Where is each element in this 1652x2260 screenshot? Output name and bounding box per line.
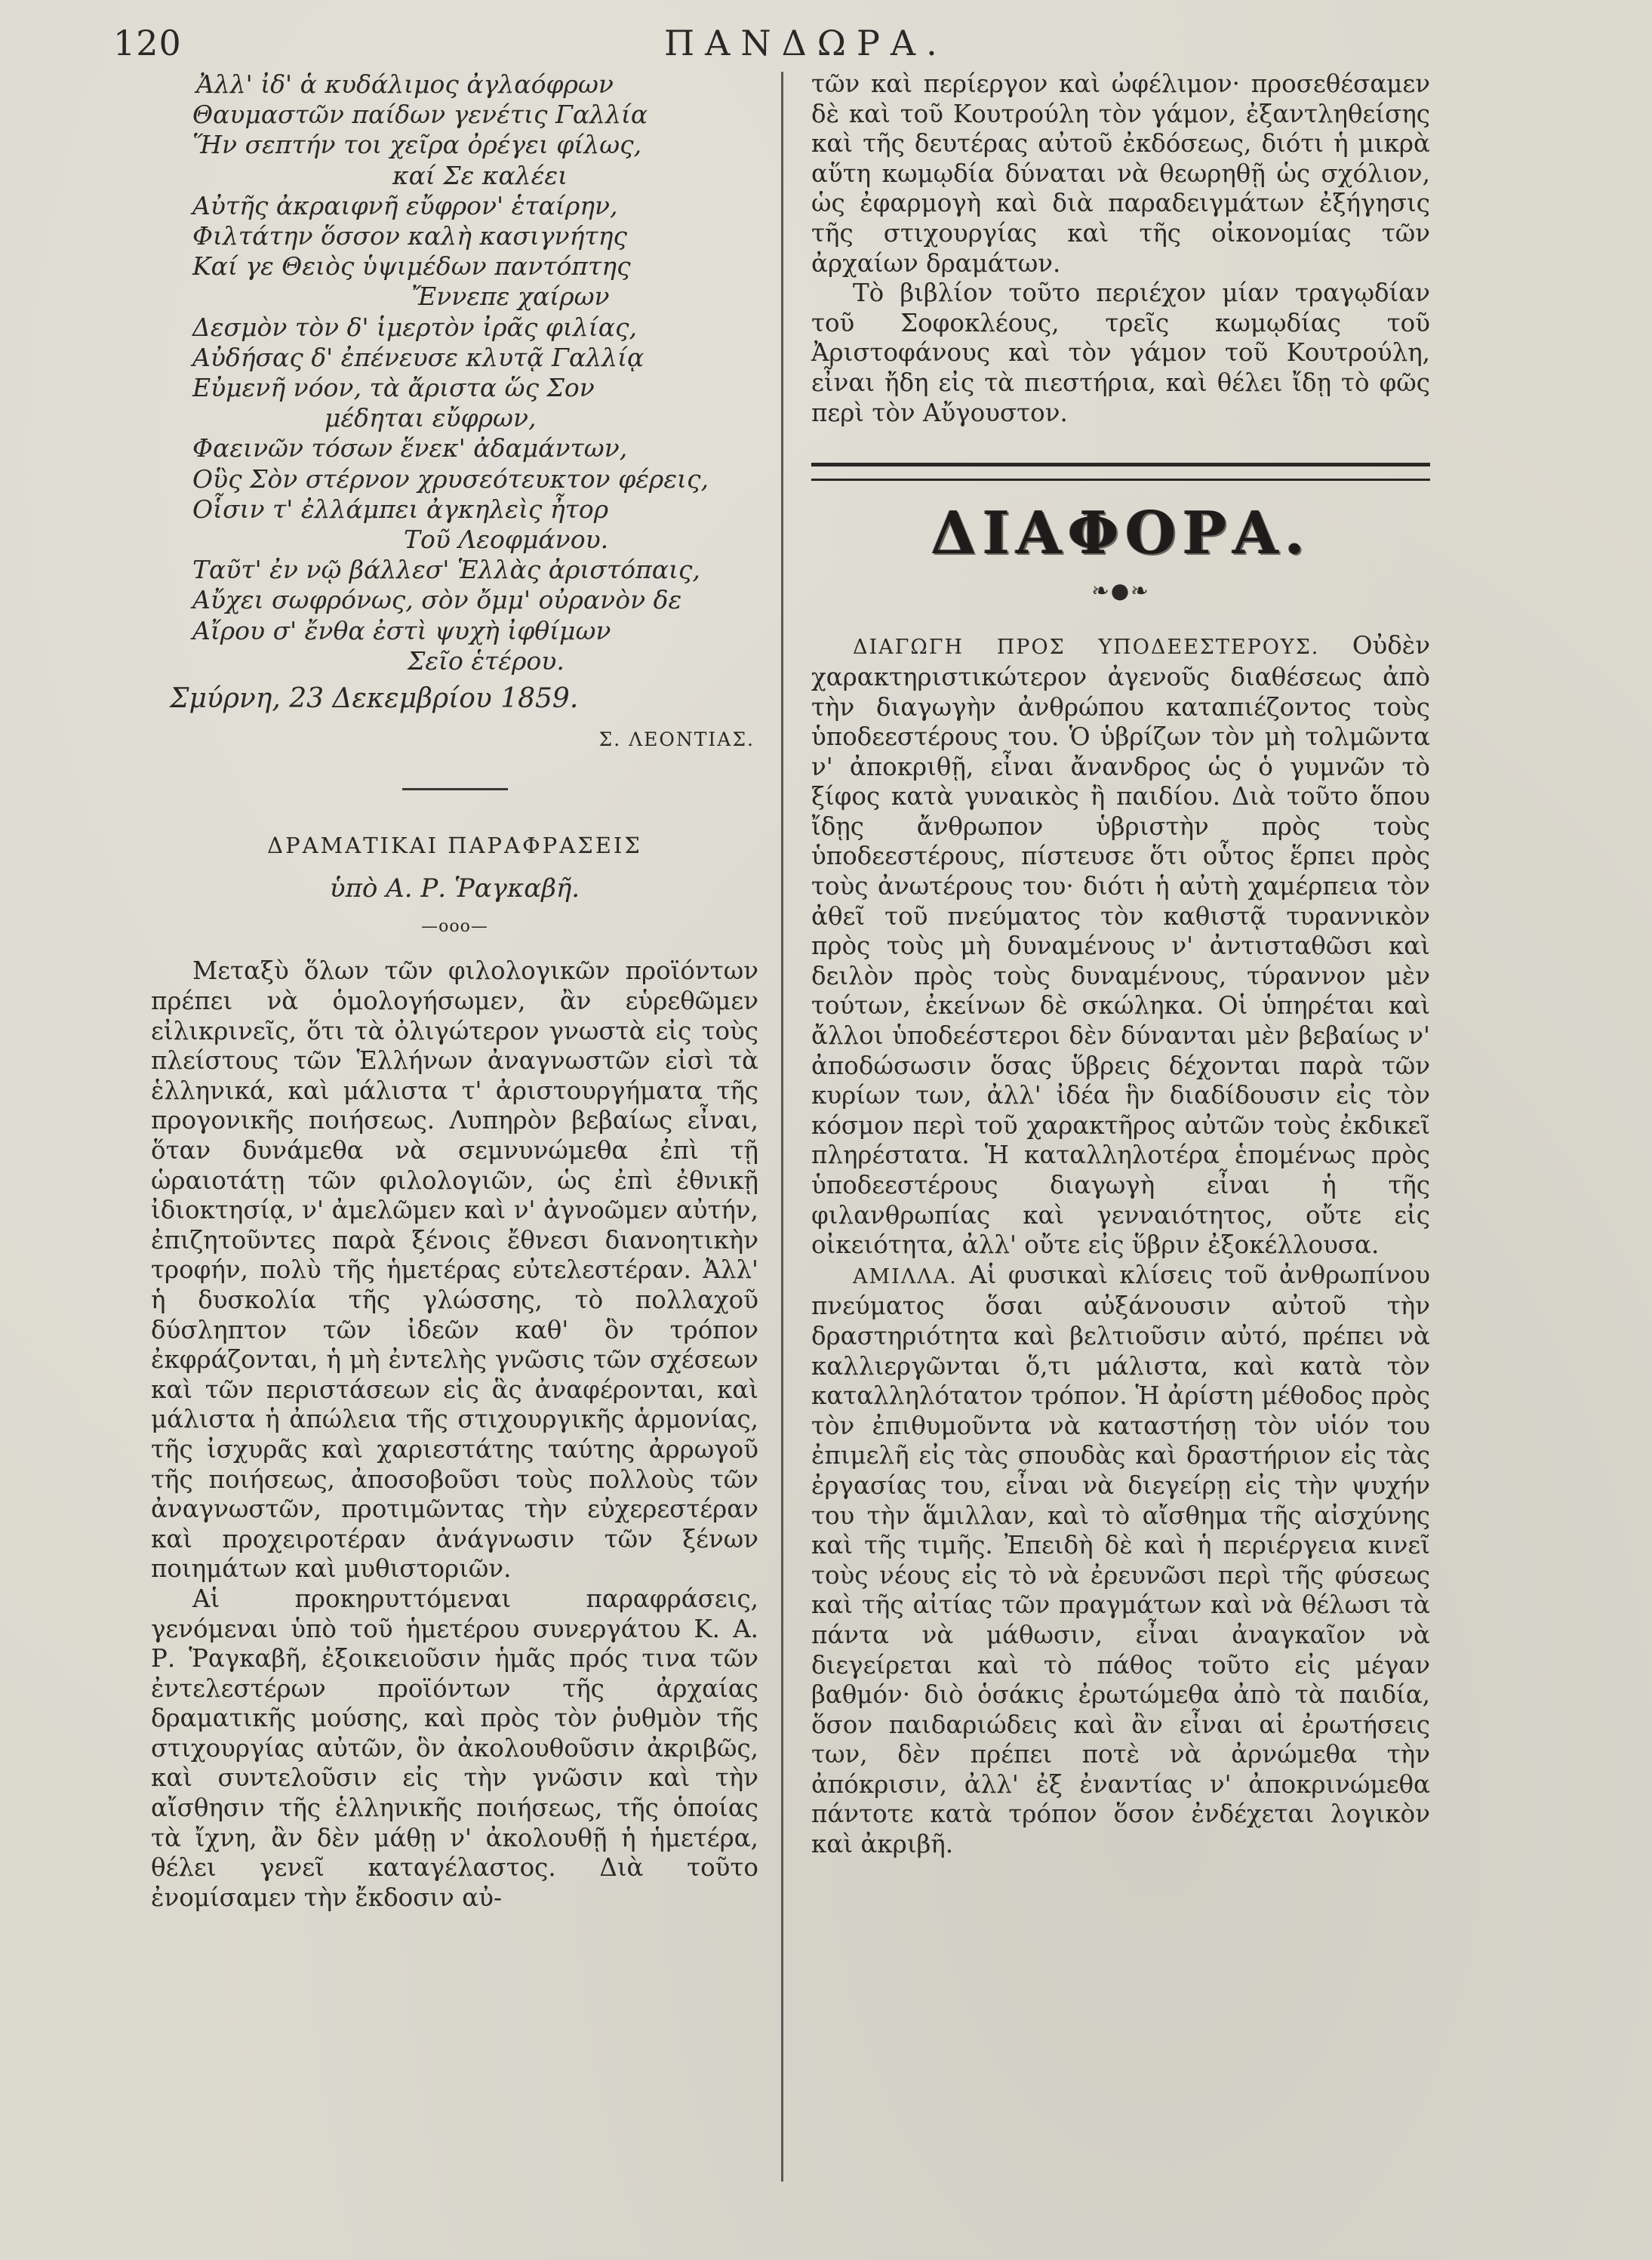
poem-line: Ἥν σεπτήν τοι χεῖρα ὀρέγει φίλως, xyxy=(192,130,642,160)
poem-line: μέδηται εὔφρων, xyxy=(325,403,537,433)
poem-line: Ἔννεπε χαίρων xyxy=(411,282,610,312)
poem-line: Φιλτάτην ὅσσον καλὴ κασιγνήτης xyxy=(192,221,627,251)
poem-line: Σεῖο ἑτέρου. xyxy=(408,645,565,676)
poem-line: Καί γε Θειὸς ὑψιμέδων παντόπτης xyxy=(192,251,631,282)
ornament: —οοο— xyxy=(421,916,488,936)
column-divider xyxy=(781,72,783,2181)
paragraph: Μεταξὺ ὅλων τῶν φιλολογικῶν προϊόντων πρέπει νὰ ὁμολογήσωμεν, ἂν εὑρεθῶμεν εἰλικρινεῖς, ὅτι τὰ ὀλιγώτερον γνωστὰ εἰς τοὺς πλείστους τῶν Ἑλλήνων ἀναγνωστῶν εἰσὶ τὰ ἑλληνικά, καὶ μάλιστα τ' ἀριστουργήματα τῆς προγονικῆς ποιήσεως. Λυπηρὸν βεβαίως εἶναι, ὅταν δυνάμεθα νὰ σεμνυνώμεθα ἐπὶ τῇ ὡραιοτάτῃ τῶν φιλολογιῶν, ὡς ἐπὶ ἐθνικῇ ἰδιοκτησίᾳ, ν' ἀμελῶμεν καὶ ν' ἀγνοῶμεν αὐτήν, ἐπιζητοῦντες παρὰ ξένοις ἔθνεσι διανοητικὴν τροφήν, πολὺ τῆς ἡμετέρας εὐτελεστέραν. Ἀλλ' ἡ δυσκολία τῆς γλώσσης, τὸ πολλαχοῦ δύσληπτον τῶν ἰδεῶν καθ' ὃν τρόπον ἐκφράζονται, ἡ μὴ ἐντελὴς γνῶσις τῶν σχέσεων καὶ τῶν περιστάσεων εἰς ἃς ἀναφέρονται, καὶ μάλιστα ἡ ἀπώλεια τῆς στιχουργικῆς ἁρμονίας, τῆς ἰσχυρᾶς καὶ χαριεστάτης ταύτης ἀρρωγοῦ τῆς ποιήσεως, ἀποσοβοῦσι τοὺς πολλοὺς τῶν ἀναγνωστῶν, προτιμῶντας τὴν εὐχερεστέραν καὶ προχειροτέραν ἀνάγνωσιν τῶν ξένων ποιημάτων καὶ μυθιστοριῶν. xyxy=(151,956,758,1584)
poem-line: Ἀλλ' ἰδ' ἁ κυδάλιμος ἀγλαόφρων xyxy=(196,69,614,99)
item-heading: ΑΜΙΛΛΑ. xyxy=(853,1264,958,1289)
article-title: ΔΡΑΜΑΤΙΚΑΙ ΠΑΡΑΦΡΑΣΕΙΣ xyxy=(267,832,642,858)
poem-dateline: Σμύρνη, 23 Δεκεμβρίου 1859. xyxy=(170,683,579,715)
section-rule xyxy=(402,788,508,790)
poem-line: Οἷσιν τ' ἐλλάμπει ἀγκηλεὶς ἦτορ xyxy=(192,494,609,524)
misc-item xyxy=(811,631,1430,1260)
paragraph: Αἱ προκηρυττόμεναι παραφράσεις, γενόμεναι ὑπὸ τοῦ ἡμετέρου συνεργάτου Κ. Α. Ρ. Ῥαγκαβῆ, ἐξοικειοῦσιν ἡμᾶς πρός τινα τῶν ἐντελεστέρων προϊόντων τῆς ἀρχαίας δραματικῆς μούσης, καὶ πρὸς τὸν ῥυθμὸν τῆς στιχουργίας αὐτῶν, ὃν ἀκολουθοῦσιν ἀκριβῶς, καὶ συντελοῦσιν εἰς τὴν γνῶσιν καὶ τὴν αἴσθησιν τῆς ἑλληνικῆς ποιήσεως, τῆς ὁποίας τὰ ἴχνη, ἂν δὲν μάθῃ ν' ἀκολουθῇ ἡ ἡμετέρα, θέλει γενεῖ καταγέλαστος. Διὰ τοῦτο ἐνομίσαμεν τὴν ἔκδοσιν αὐ- xyxy=(151,1584,758,1912)
right-column xyxy=(811,69,1430,1860)
running-title: ΠΑΝΔΩΡΑ. xyxy=(664,23,948,63)
item-heading: ΔΙΑΓΩΓΗ ΠΡΟΣ ΥΠΟΔΕΕΣΤΕΡΟΥΣ. xyxy=(853,636,1320,660)
poem-line: Εὐμενῆ νόον, τὰ ἄριστα ὥς Σον xyxy=(192,373,595,403)
paragraph: τῶν καὶ περίεργον καὶ ὠφέλιμον· προσεθέσαμεν δὲ καὶ τοῦ Κουτρούλη τὸν γάμον, ἐξαντληθείσης καὶ τῆς δευτέρας αὐτοῦ ἐκδόσεως, διότι ἡ μικρὰ αὕτη κωμῳδία δύναται νὰ θεωρηθῇ ὡς σχόλιον, ὡς ἐφαρμογὴ καὶ διὰ παραδειγμάτων ἐξήγησις τῆς στιχουργίας καὶ τῆς οἰκονομίας τῶν ἀρχαίων δραμάτων. xyxy=(811,69,1430,278)
poem-line: Θαυμαστῶν παίδων γενέτις Γαλλία xyxy=(192,100,648,130)
poem-signature: Σ. ΛΕΟΝΤΙΑΣ. xyxy=(598,728,755,751)
article-continuation xyxy=(811,69,1430,428)
page-number: 120 xyxy=(113,23,182,63)
poem-line: Φαεινῶν τόσων ἕνεκ' ἀδαμάντων, xyxy=(192,433,628,463)
article-body xyxy=(151,956,758,1913)
poem-line: Αἴρου σ' ἔνθα ἐστὶ ψυχὴ ἰφθίμων xyxy=(192,615,611,645)
poem-line: Οὓς Σὸν στέρνον χρυσεότευκτον φέρεις, xyxy=(192,463,709,494)
double-rule xyxy=(811,463,1430,481)
poem-line: Δεσμὸν τὸν δ' ἱμερτὸν ἰρᾶς φιλίας, xyxy=(192,312,637,342)
poem xyxy=(151,69,758,676)
poem-line: Τοῦ Λεοφμάνου. xyxy=(404,525,609,555)
misc-title: ΔΙΑΦΟΡΑ. xyxy=(931,499,1311,568)
paragraph: Τὸ βιβλίον τοῦτο περιέχον μίαν τραγῳδίαν τοῦ Σοφοκλέους, τρεῖς κωμῳδίας τοῦ Ἀριστοφάνους καὶ τὸν γάμον τοῦ Κουτρούλη, εἶναι ἤδη εἰς τὰ πιεστήρια, καὶ θέλει ἴδῃ τὸ φῶς περὶ τὸν Αὔγουστον. xyxy=(811,279,1430,427)
item-text: Αἱ φυσικαὶ κλίσεις τοῦ ἀνθρωπίνου πνεύματος ὅσαι αὐξάνουσιν αὐτοῦ τὴν δραστηριότητα καὶ βελτιοῦσιν αὐτό, πρέπει νὰ καλλιεργῶνται ὅ,τι μάλιστα, καὶ κατὰ τὸν καταλληλότατον τρόπον. Ἡ ἀρίστη μέθοδος πρὸς τὸν ἐπιθυμοῦντα νὰ καταστήσῃ τὸν υἱόν του ἐπιμελῆ εἰς τὰς σπουδὰς καὶ δραστήριον εἰς τὰς ἐργασίας του, εἶναι νὰ διεγείρῃ εἰς τὴν ψυχήν του τὴν ἅμιλλαν, καὶ τὸ αἴσθημα τῆς αἰσχύνης καὶ τῆς τιμῆς. Ἐπειδὴ δὲ καὶ ἡ περιέργεια κινεῖ τοὺς νέους εἰς τὸ νὰ ἐρευνῶσι περὶ τῆς φύσεως καὶ τῆς αἰτίας τῶν πραγμάτων καὶ νὰ θέλωσι τὰ πάντα νὰ μάθωσιν, εἶναι ἀναγκαῖον νὰ διεγείρεται καὶ τὸ πάθος τοῦτο εἰς μέγαν βαθμόν· διὸ ὁσάκις ἐρωτώμεθα ἀπὸ τὰ παιδία, ὅσον παιδαριώδεις καὶ ἂν εἶναι αἱ ἐρωτήσεις των, δὲν πρέπει ποτὲ νὰ ἀρνώμεθα τὴν ἀπόκρισιν, ἀλλ' ἐξ ἐναντίας ν' ἀποκρινώμεθα πάντοτε κατὰ τρόπον ὅσον ἐνδέχεται λογικὸν καὶ ἀκριβῆ. xyxy=(811,1260,1430,1859)
misc-item xyxy=(811,1261,1430,1860)
page-header xyxy=(0,23,1652,68)
fleuron-ornament: ❧●❧ xyxy=(1091,577,1150,603)
article-byline: ὑπὸ Α. Ρ. Ῥαγκαβῆ. xyxy=(329,873,580,904)
item-text: Οὐδὲν χαρακτηριστικώτερον ἀγενοῦς διαθέσεως ἀπὸ τὴν διαγωγὴν ἀνθρώπου καταπιέζοντος τοὺς ὑποδεεστέρους του. Ὁ ὑβρίζων τὸν μὴ τολμῶντα ν' ἀποκριθῇ, εἶναι ἄνανδρος ὡς ὁ γυμνῶν τὸ ξίφος κατὰ γυναικὸς ἢ παιδίου. Διὰ τοῦτο ὅπου ἴδῃς ἄνθρωπον ὑβριστὴν πρὸς τοὺς ὑποδεεστέρους, πίστευσε ὅτι οὗτος ἕρπει πρὸς τοὺς ἀνωτέρους του· διότι ἡ αὐτὴ χαμέρπεια τὸν ἀθεῖ τοῦ πνεύματος τὸν καθιστᾷ τυραννικὸν πρὸς τοὺς μὴ δυναμένους ν' ἀντισταθῶσι καὶ δειλὸν πρὸς τοὺς δυναμένους, τύραννον μὲν τούτων, ἐκείνων δὲ σκώληκα. Οἱ ὑπηρέται καὶ ἄλλοι ὑποδεέστεροι δὲν δύνανται μὲν βεβαίως ν' ἀποδώσωσιν ὅσας ὕβρεις δέχονται παρὰ τῶν κυρίων των, ἀλλ' ἰδέα ἣν διαδίδουσιν εἰς τὸν κόσμον περὶ τοῦ χαρακτῆρος αὐτῶν τοὺς ἐκδικεῖ πληρέστατα. Ἡ καταλληλοτέρα ἑπομένως πρὸς ὑποδεεστέρους διαγωγὴ εἶναι ἡ τῆς φιλανθρωπίας καὶ γενναιότητος, οὔτε εἰς οἰκειότητα, ἀλλ' οὔτε εἰς ὕβριν ἐξοκέλλουσα. xyxy=(811,631,1430,1260)
poem-line: Αὐτῆς ἀκραιφνῆ εὔφρον' ἑταίρην, xyxy=(192,190,618,220)
left-column xyxy=(151,69,758,1913)
poem-line: Ταῦτ' ἐν νῷ βάλλεσ' Ἑλλὰς ἀριστόπαις, xyxy=(192,555,700,585)
poem-line: Αὐδήσας δ' ἐπένευσε κλυτᾷ Γαλλίᾳ xyxy=(192,342,644,372)
poem-line: Αὔχει σωφρόνως, σὸν ὄμμ' οὐρανὸν δε xyxy=(192,585,682,615)
misc-body xyxy=(811,631,1430,1859)
misc-title-wrap xyxy=(811,499,1430,568)
poem-line: καί Σε καλέει xyxy=(392,160,568,190)
